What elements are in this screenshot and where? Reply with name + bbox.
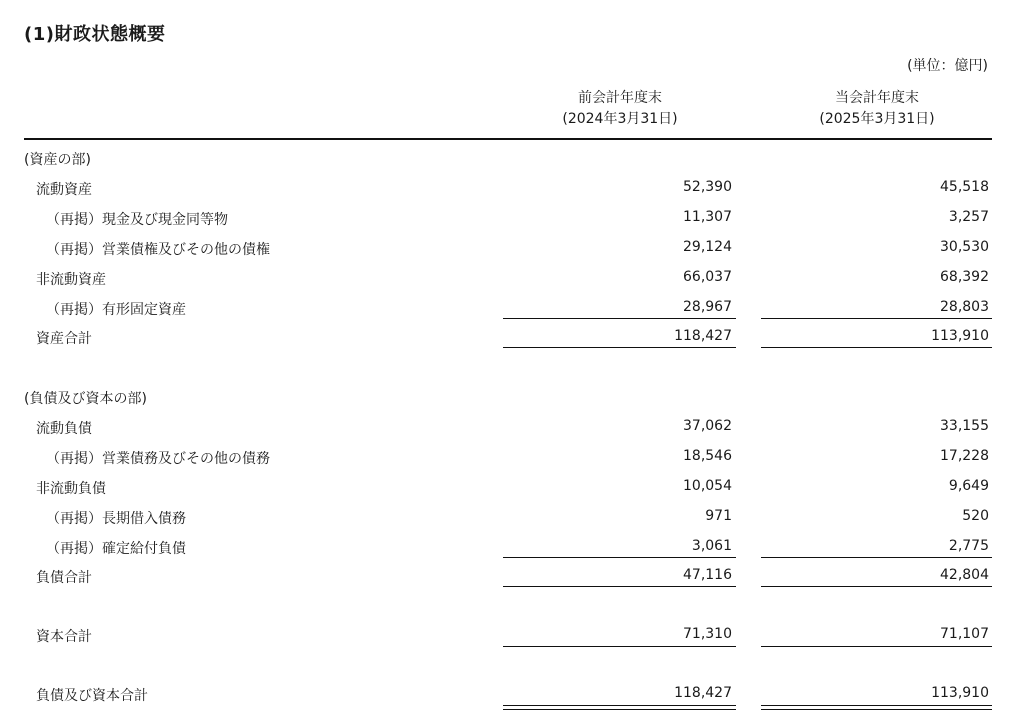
row-label: （再掲）確定給付負債 <box>46 541 186 557</box>
section-heading-assets <box>24 144 992 174</box>
table-row-total-liabilities <box>24 562 992 592</box>
value-previous: 52,390 <box>683 179 732 195</box>
value-current: 113,910 <box>931 685 989 701</box>
value-current: 71,107 <box>940 626 989 642</box>
value-previous: 66,037 <box>683 269 732 285</box>
column-header-current-year <box>762 88 992 130</box>
table-row-trade-payables <box>24 443 992 473</box>
row-label: （再掲）現金及び現金同等物 <box>46 212 228 228</box>
total-rule <box>761 347 992 348</box>
value-current: 45,518 <box>940 179 989 195</box>
table-row-trade-receivables <box>24 234 992 264</box>
value-current: 17,228 <box>940 448 989 464</box>
row-label: 負債及び資本合計 <box>36 688 148 704</box>
value-previous: 28,967 <box>683 299 732 315</box>
column-header-label: 前会計年度末 <box>578 90 662 106</box>
value-previous: 18,546 <box>683 448 732 464</box>
table-row-current-liabilities <box>24 413 992 443</box>
value-current: 9,649 <box>948 478 989 494</box>
row-label: 非流動資産 <box>36 272 106 288</box>
table-row-noncurrent-liabilities <box>24 473 992 503</box>
column-header-previous-year <box>505 88 735 130</box>
table-row-noncurrent-assets <box>24 264 992 294</box>
table-row-ppe <box>24 294 992 324</box>
column-header-date: (2025年3月31日) <box>819 111 935 127</box>
value-previous: 47,116 <box>683 567 732 583</box>
row-label: 流動負債 <box>36 421 92 437</box>
value-previous: 118,427 <box>674 685 732 701</box>
value-current: 113,910 <box>931 328 989 344</box>
value-current: 3,257 <box>948 209 989 225</box>
section-heading-liabilities-equity <box>24 383 992 413</box>
table-row-cash <box>24 204 992 234</box>
total-rule <box>503 347 736 348</box>
subtotal-rule <box>761 557 992 558</box>
unit-note: (単位：億円) <box>907 58 988 74</box>
row-label: （再掲）長期借入債務 <box>46 511 186 527</box>
total-double-rule <box>503 709 736 710</box>
header-divider <box>24 138 992 140</box>
value-current: 33,155 <box>940 418 989 434</box>
row-label: （再掲）有形固定資産 <box>46 302 186 318</box>
value-current: 520 <box>962 508 989 524</box>
total-double-rule <box>503 705 736 706</box>
row-label: 資本合計 <box>36 629 92 645</box>
total-double-rule <box>761 705 992 706</box>
subtotal-rule <box>503 318 736 319</box>
value-current: 42,804 <box>940 567 989 583</box>
value-previous: 118,427 <box>674 328 732 344</box>
row-label: （再掲）営業債権及びその他の債権 <box>46 242 270 258</box>
value-previous: 10,054 <box>683 478 732 494</box>
row-label: 流動資産 <box>36 182 92 198</box>
value-current: 2,775 <box>948 538 989 554</box>
row-label: (資産の部) <box>24 152 91 168</box>
value-previous: 71,310 <box>683 626 732 642</box>
total-rule <box>503 646 736 647</box>
total-double-rule <box>761 709 992 710</box>
value-previous: 37,062 <box>683 418 732 434</box>
table-row-total-assets <box>24 323 992 353</box>
subtotal-rule <box>503 557 736 558</box>
value-previous: 971 <box>705 508 732 524</box>
value-current: 68,392 <box>940 269 989 285</box>
row-label: 資産合計 <box>36 331 92 347</box>
row-label: 負債合計 <box>36 570 92 586</box>
column-header-date: (2024年3月31日) <box>562 111 678 127</box>
table-row-long-term-borrowings <box>24 503 992 533</box>
row-label: （再掲）営業債務及びその他の債務 <box>46 451 270 467</box>
value-previous: 11,307 <box>683 209 732 225</box>
table-row-current-assets <box>24 174 992 204</box>
subtotal-rule <box>761 318 992 319</box>
row-label: (負債及び資本の部) <box>24 391 147 407</box>
total-rule <box>761 586 992 587</box>
value-current: 30,530 <box>940 239 989 255</box>
column-header-label: 当会計年度末 <box>835 90 919 106</box>
value-previous: 29,124 <box>683 239 732 255</box>
table-row-defined-benefit-liabilities <box>24 533 992 563</box>
total-rule <box>503 586 736 587</box>
row-label: 非流動負債 <box>36 481 106 497</box>
section-title: (1)財政状態概要 <box>24 24 166 45</box>
total-rule <box>761 646 992 647</box>
value-current: 28,803 <box>940 299 989 315</box>
value-previous: 3,061 <box>691 538 732 554</box>
